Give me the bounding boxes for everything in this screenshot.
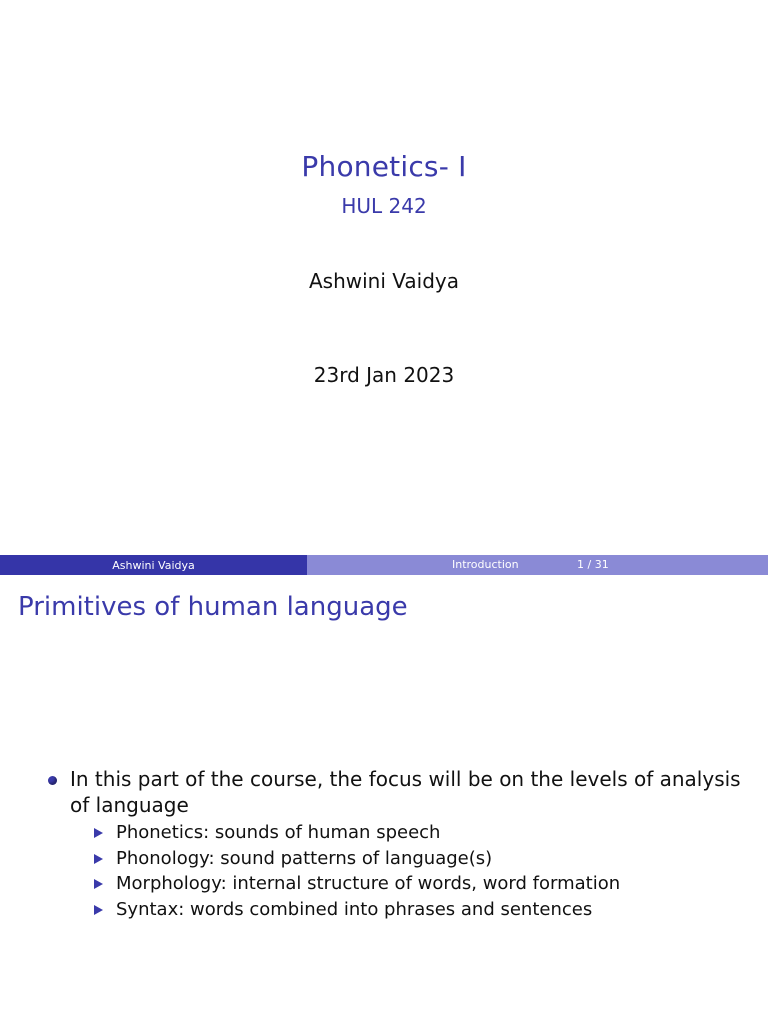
sub-list-item: [92, 846, 746, 872]
footer-section-title: Introduction: [452, 558, 519, 571]
presentation-date: 23rd Jan 2023: [313, 363, 455, 387]
sub-list-item: [92, 871, 746, 897]
sub-item-text: Phonology: sound patterns of language(s): [116, 847, 493, 869]
triangle-bullet-icon: [94, 828, 103, 838]
sub-item-text: Syntax: words combined into phrases and sentences: [116, 898, 593, 920]
triangle-bullet-icon: [94, 854, 103, 864]
author-name: Ashwini Vaidya: [308, 269, 459, 293]
bullet-dot-icon: [48, 776, 57, 785]
content-slide: [0, 576, 768, 1024]
triangle-bullet-icon: [94, 905, 103, 915]
bullet-list: [46, 766, 746, 922]
footer-author-section: [0, 555, 307, 575]
slide-title: Primitives of human language: [18, 592, 408, 622]
footer-info-section: [307, 555, 768, 575]
sub-list-item: [92, 820, 746, 846]
sub-list: [70, 820, 746, 922]
sub-item-text: Morphology: internal structure of words, word formation: [116, 873, 621, 894]
sub-list-item: [92, 897, 746, 923]
footer-page-number: 1 / 31: [577, 558, 609, 571]
footer-author: Ashwini Vaidya: [112, 558, 195, 572]
course-code: HUL 242: [341, 194, 427, 218]
sub-item-text: Phonetics: sounds of human speech: [116, 822, 441, 843]
bullet-text: In this part of the course, the focus will be on the levels of analysis of language: [70, 767, 741, 817]
list-item: [46, 766, 746, 922]
presentation-title: Phonetics- I: [301, 150, 467, 183]
triangle-bullet-icon: [94, 879, 103, 889]
footer-bar: [0, 555, 768, 575]
